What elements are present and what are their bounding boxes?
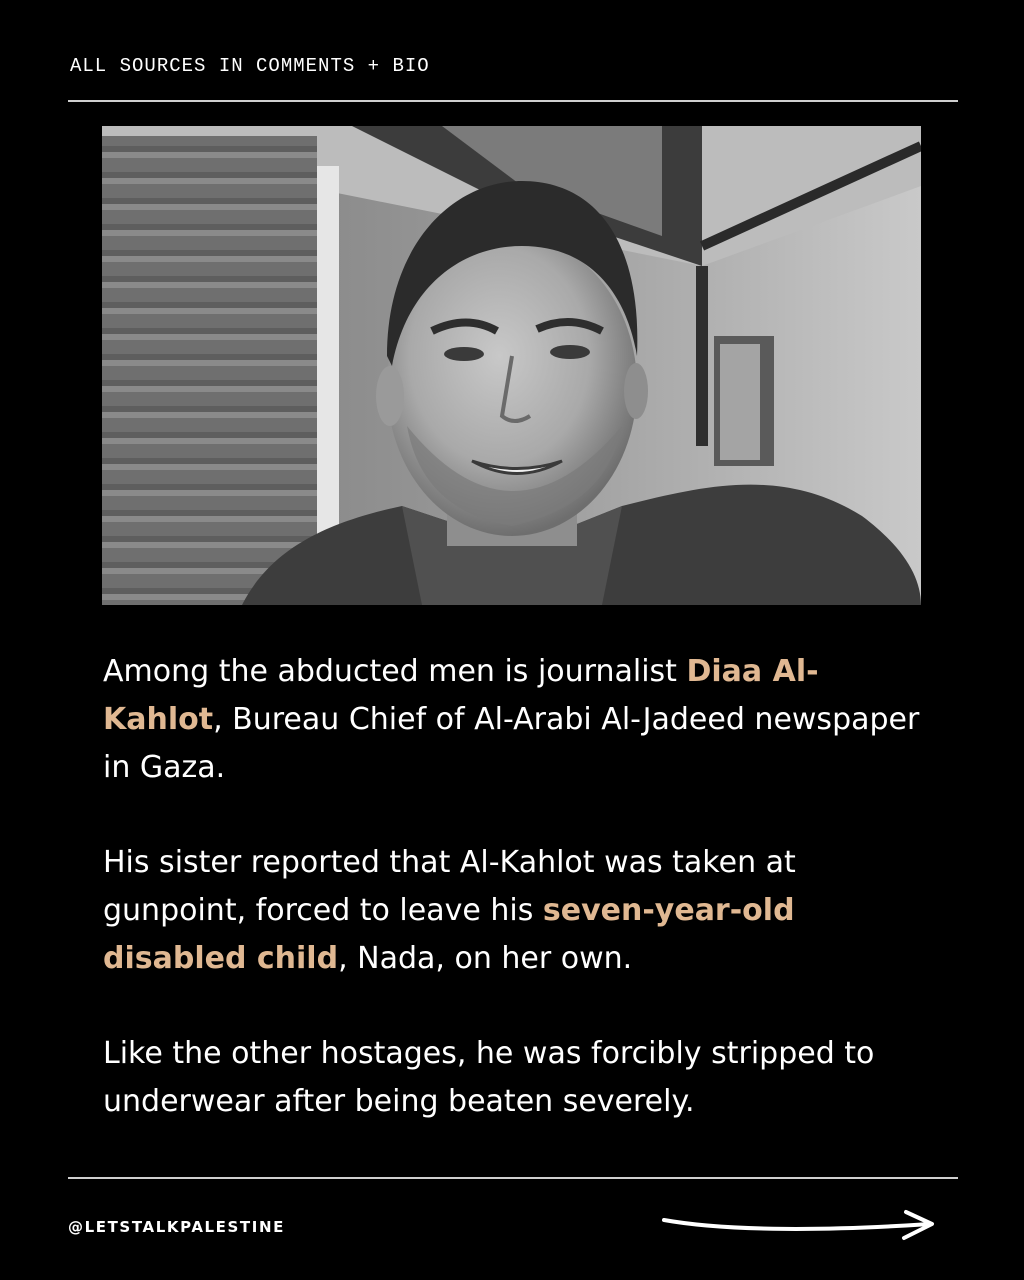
paragraph-1 xyxy=(103,648,933,792)
bottom-divider xyxy=(68,1177,958,1179)
p1-text-end: , Bureau Chief of Al-Arabi Al-Jadeed newspaper in Gaza. xyxy=(103,702,920,785)
account-handle: @LETSTALKPALESTINE xyxy=(68,1218,285,1236)
p1-text-start: Among the abducted men is journalist xyxy=(103,654,687,689)
arrow-right-icon[interactable] xyxy=(660,1206,942,1246)
sources-note: ALL SOURCES IN COMMENTS + BIO xyxy=(70,55,430,77)
child-highlight: seven-year-old disabled child xyxy=(103,893,795,976)
article-text xyxy=(103,648,933,1173)
p2-text-end: , Nada, on her own. xyxy=(338,941,633,976)
paragraph-2 xyxy=(103,839,933,983)
portrait-photo xyxy=(102,126,921,605)
top-divider xyxy=(68,100,958,102)
paragraph-3: Like the other hostages, he was forcibly stripped to underwear after being beaten severely. xyxy=(103,1036,875,1119)
journalist-name-highlight: Diaa Al-Kahlot xyxy=(103,654,819,737)
p2-text-start: His sister reported that Al-Kahlot was taken at gunpoint, forced to leave his xyxy=(103,845,796,928)
